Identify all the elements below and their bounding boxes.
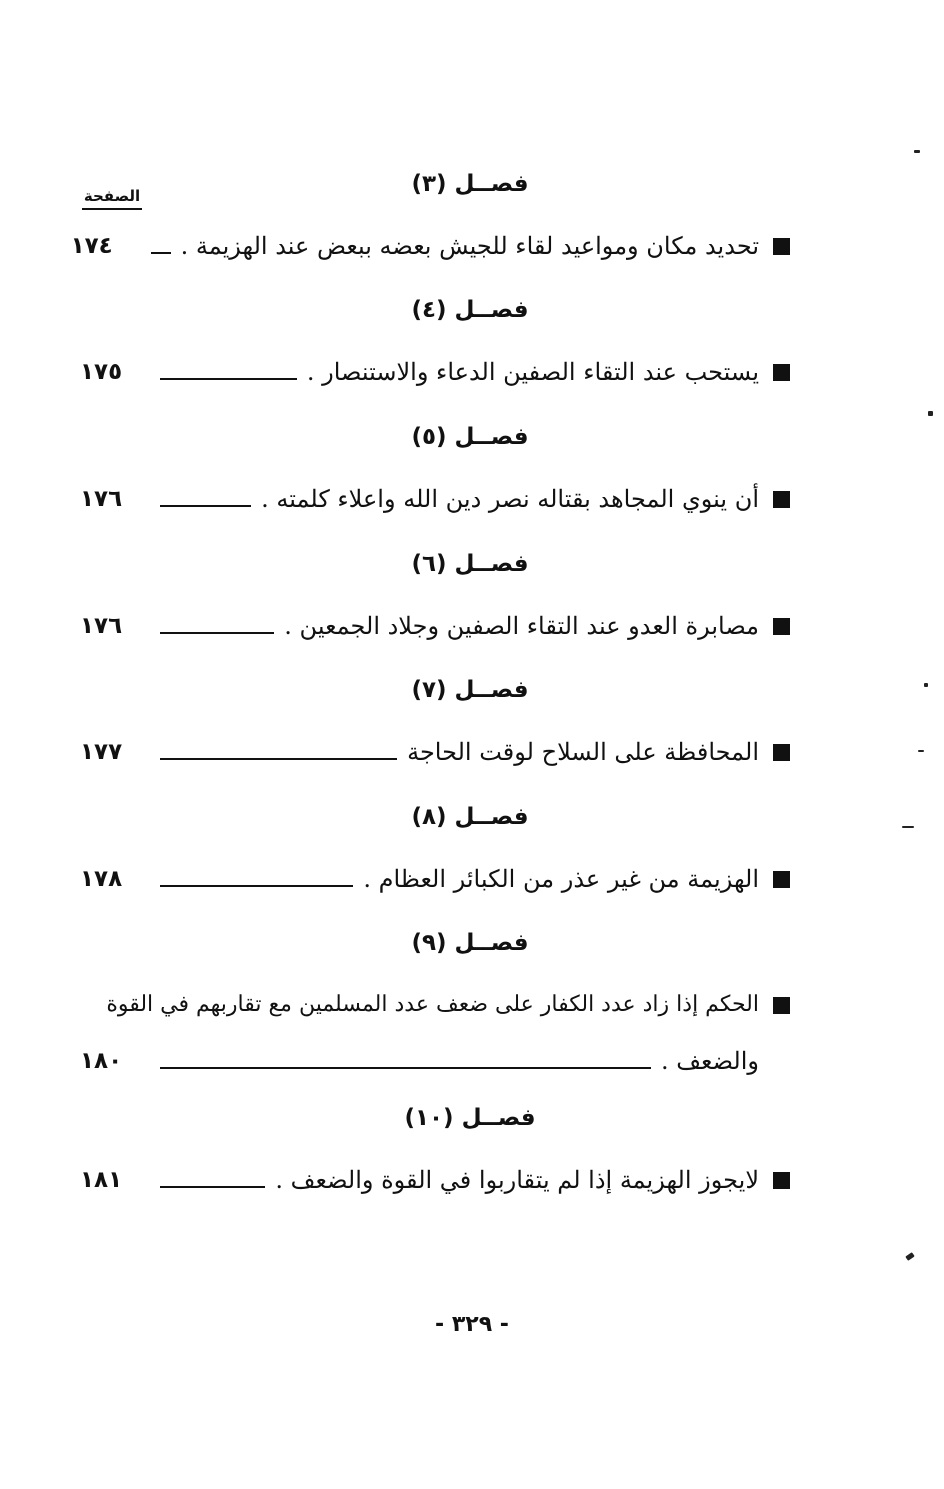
toc-entry[interactable] [80,1155,790,1205]
section-4 [80,290,790,397]
dotted-leader [160,505,251,507]
dotted-leader [160,758,397,760]
section-title: فصــل (٦) [411,551,529,577]
entry-text: لايجوز الهزيمة إذا لم يتقاربوا في القوة والضعف . [275,1166,759,1194]
scan-speck [905,1252,914,1261]
footer-page-number: - ٣٢٩ - [435,1312,509,1337]
square-bullet-icon [773,744,790,761]
section-5 [80,417,790,524]
section-7 [80,670,790,777]
toc-entry[interactable] [80,854,790,904]
toc-entry[interactable] [80,980,790,1086]
section-6 [80,544,790,651]
section-8 [80,797,790,904]
dotted-leader [160,632,274,634]
entry-text: المحافظة على السلاح لوقت الحاجة [407,738,759,766]
section-3 [70,164,790,271]
square-bullet-icon [773,618,790,635]
section-title: فصــل (٥) [411,424,529,450]
entry-text: الهزيمة من غير عذر من الكبائر العظام . [363,865,759,893]
section-title: فصــل (١٠) [404,1105,536,1131]
toc-entry[interactable] [80,601,790,651]
square-bullet-icon [773,238,790,255]
entry-text-line2: والضعف . [660,1047,759,1075]
section-title: فصــل (٧) [411,677,529,703]
section-title: فصــل (٣) [411,171,529,197]
square-bullet-icon [773,997,790,1014]
entry-text-line1: الحكم إذا زاد عدد الكفار على ضعف عدد المسلمين مع تقاربهم في القوة [106,992,759,1017]
entry-text: مصابرة العدو عند التقاء الصفين وجلاد الجمعين . [284,612,759,640]
scan-speck [924,683,928,687]
square-bullet-icon [773,871,790,888]
section-9 [80,923,790,1086]
dotted-leader [160,1067,651,1069]
page-number: ١٧٥ [80,359,123,385]
section-10 [80,1098,790,1205]
scan-speck [928,411,933,416]
scan-speck [918,750,924,752]
scan-speck [902,826,914,828]
toc-entry[interactable] [80,727,790,777]
page-number: ١٧٤ [70,233,113,259]
page-column-header: الصفحة [82,187,142,210]
page-number: ١٧٧ [80,739,123,765]
square-bullet-icon [773,1172,790,1189]
entry-text: تحديد مكان ومواعيد لقاء للجيش بعضه ببعض عند الهزيمة . [180,232,759,260]
page-number: ١٧٦ [80,613,123,639]
page-number: ١٧٦ [80,486,123,512]
scan-speck [914,150,920,153]
page-number: ١٨٠ [80,1048,123,1074]
square-bullet-icon [773,491,790,508]
section-title: فصــل (٤) [411,297,529,323]
dotted-leader [151,252,171,254]
entry-text: يستحب عند التقاء الصفين الدعاء والاستنصار . [306,358,759,386]
toc-entry[interactable] [80,474,790,524]
page-number: ١٨١ [80,1167,123,1193]
square-bullet-icon [773,364,790,381]
toc-entry[interactable] [80,347,790,397]
section-title: فصــل (٩) [411,930,529,956]
dotted-leader [160,885,353,887]
section-title: فصــل (٨) [411,804,529,830]
dotted-leader [160,378,297,380]
page-number: ١٧٨ [80,866,123,892]
dotted-leader [160,1186,265,1188]
entry-text: أن ينوي المجاهد بقتاله نصر دين الله واعلاء كلمته . [261,485,759,513]
toc-entry[interactable] [70,221,790,271]
